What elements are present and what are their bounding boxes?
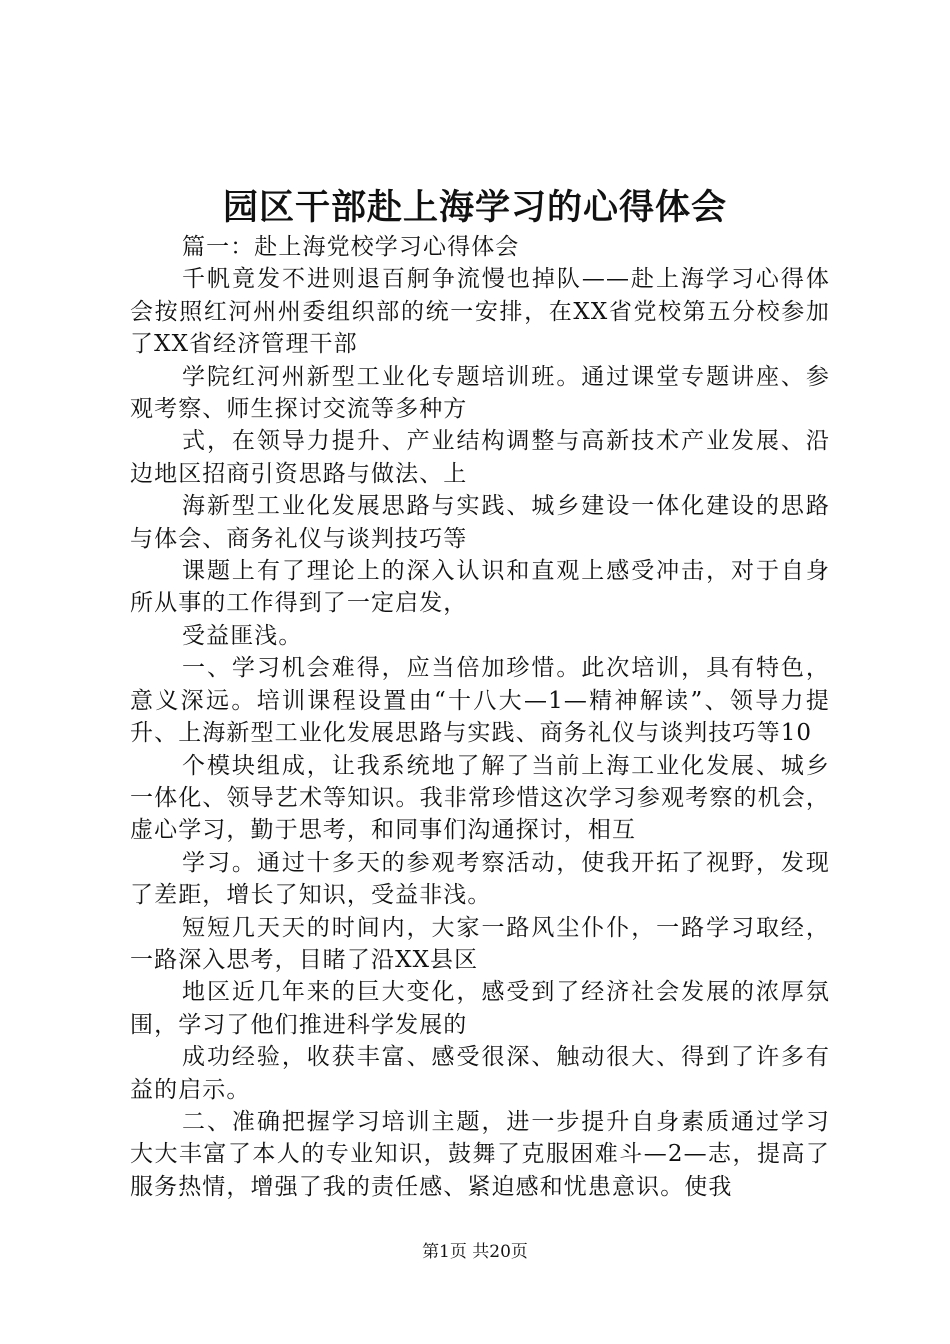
paragraph: 学院红河州新型工业化专题培训班。通过课堂专题讲座、参观考察、师生探讨交流等多种方 bbox=[130, 363, 830, 423]
paragraph: 短短几天天的时间内，大家一路风尘仆仆，一路学习取经，一路深入思考，目睹了沿XX县区 bbox=[130, 914, 830, 973]
paragraph: 课题上有了理论上的深入认识和直观上感受冲击，对于自身所从事的工作得到了一定启发， bbox=[130, 558, 830, 617]
paragraph: 学习。通过十多天的参观考察活动，使我开拓了视野，发现了差距，增长了知识，受益非浅。 bbox=[130, 849, 830, 909]
page-number: 第1页 共20页 bbox=[422, 1242, 528, 1262]
paragraph: 一、学习机会难得，应当倍加珍惜。此次培训，具有特色，意义深远。培训课程设置由“十八大—1—精神解读”、领导力提升、上海新型工业化发展思路与实践、商务礼仪与谈判技巧等10 bbox=[130, 655, 830, 747]
paragraph: 地区近几年来的巨大变化，感受到了经济社会发展的浓厚氛围，学习了他们推进科学发展的 bbox=[130, 979, 830, 1038]
paragraph: 海新型工业化发展思路与实践、城乡建设一体化建设的思路与体会、商务礼仪与谈判技巧等 bbox=[130, 493, 830, 552]
paragraph: 篇一：赴上海党校学习心得体会 bbox=[182, 234, 520, 260]
paragraph: 千帆竟发不进则退百舸争流慢也掉队——赴上海学习心得体会按照红河州州委组织部的统一安排，在XX省党校第五分校参加了XX省经济管理干部 bbox=[130, 266, 830, 358]
paragraph: 个模块组成，让我系统地了解了当前上海工业化发展、城乡一体化、领导艺术等知识。我非常珍惜这次学习参观考察的机会，虚心学习，勤于思考，和同事们沟通探讨，相互 bbox=[130, 752, 830, 844]
paragraph: 受益匪浅。 bbox=[182, 622, 303, 649]
document-body bbox=[130, 231, 830, 1203]
paragraph: 式，在领导力提升、产业结构调整与高新技术产业发展、沿边地区招商引资思路与做法、上 bbox=[130, 428, 830, 487]
paragraph: 二、准确把握学习培训主题，进一步提升自身素质通过学习大大丰富了本人的专业知识，鼓舞了克服困难斗—2—志，提高了服务热情，增强了我的责任感、紧迫感和忧患意识。使我 bbox=[130, 1108, 830, 1200]
paragraph: 成功经验，收获丰富、感受很深、触动很大、得到了许多有益的启示。 bbox=[130, 1044, 830, 1103]
document-title: 园区干部赴上海学习的心得体会 bbox=[222, 187, 727, 228]
